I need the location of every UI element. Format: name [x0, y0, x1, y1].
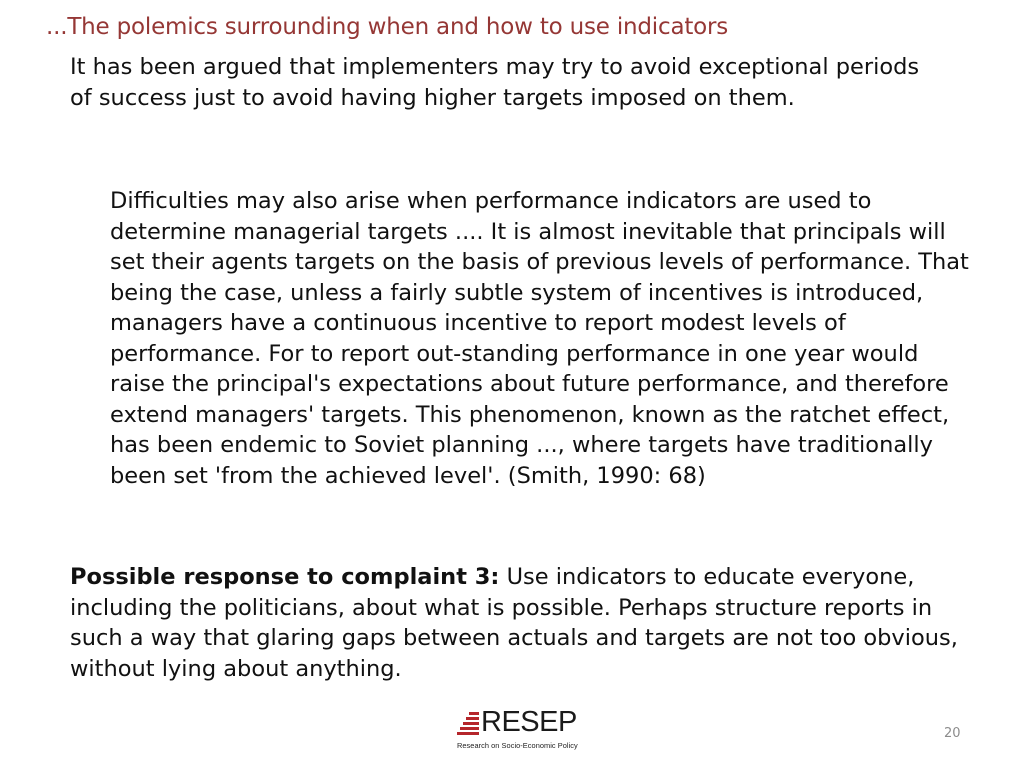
- intro-paragraph: It has been argued that implementers may try to avoid exceptional periods of success just to avoid having higher targets imposed on them.: [70, 54, 920, 111]
- response-text: Use indicators to educate everyone, including the politicians, about what is possible. Perhaps structure reports in such a way that glaring gaps between actuals and targets are not too obvious, without lying about anything.: [70, 564, 958, 682]
- logo-subtitle: Research on Socio-Economic Policy: [457, 741, 578, 750]
- resep-logo: [455, 708, 585, 754]
- stacked-bars-logo-icon: [457, 712, 481, 740]
- response-paragraph: [70, 562, 960, 684]
- slide-title: ...The polemics surrounding when and how to use indicators: [46, 14, 729, 40]
- response-label: Possible response to complaint 3:: [70, 564, 500, 590]
- logo-name: RESEP: [481, 706, 577, 738]
- quote-paragraph: Difficulties may also arise when performance indicators are used to determine managerial targets .... It is almost inevitable that principals will set their agents targets on the basis of previous levels of performance. That being the case, unless a fairly subtle system of incentives is introduced, managers have a continuous incentive to report modest levels of performance. For to report out-standing performance in one year would raise the principal's expectations about future performance, and therefore extend managers' targets. This phenomenon, known as the ratchet effect, has been endemic to Soviet planning ..., where targets have traditionally been set 'from the achieved level'. (Smith, 1990: 68): [110, 188, 969, 489]
- page-number: 20: [944, 726, 961, 741]
